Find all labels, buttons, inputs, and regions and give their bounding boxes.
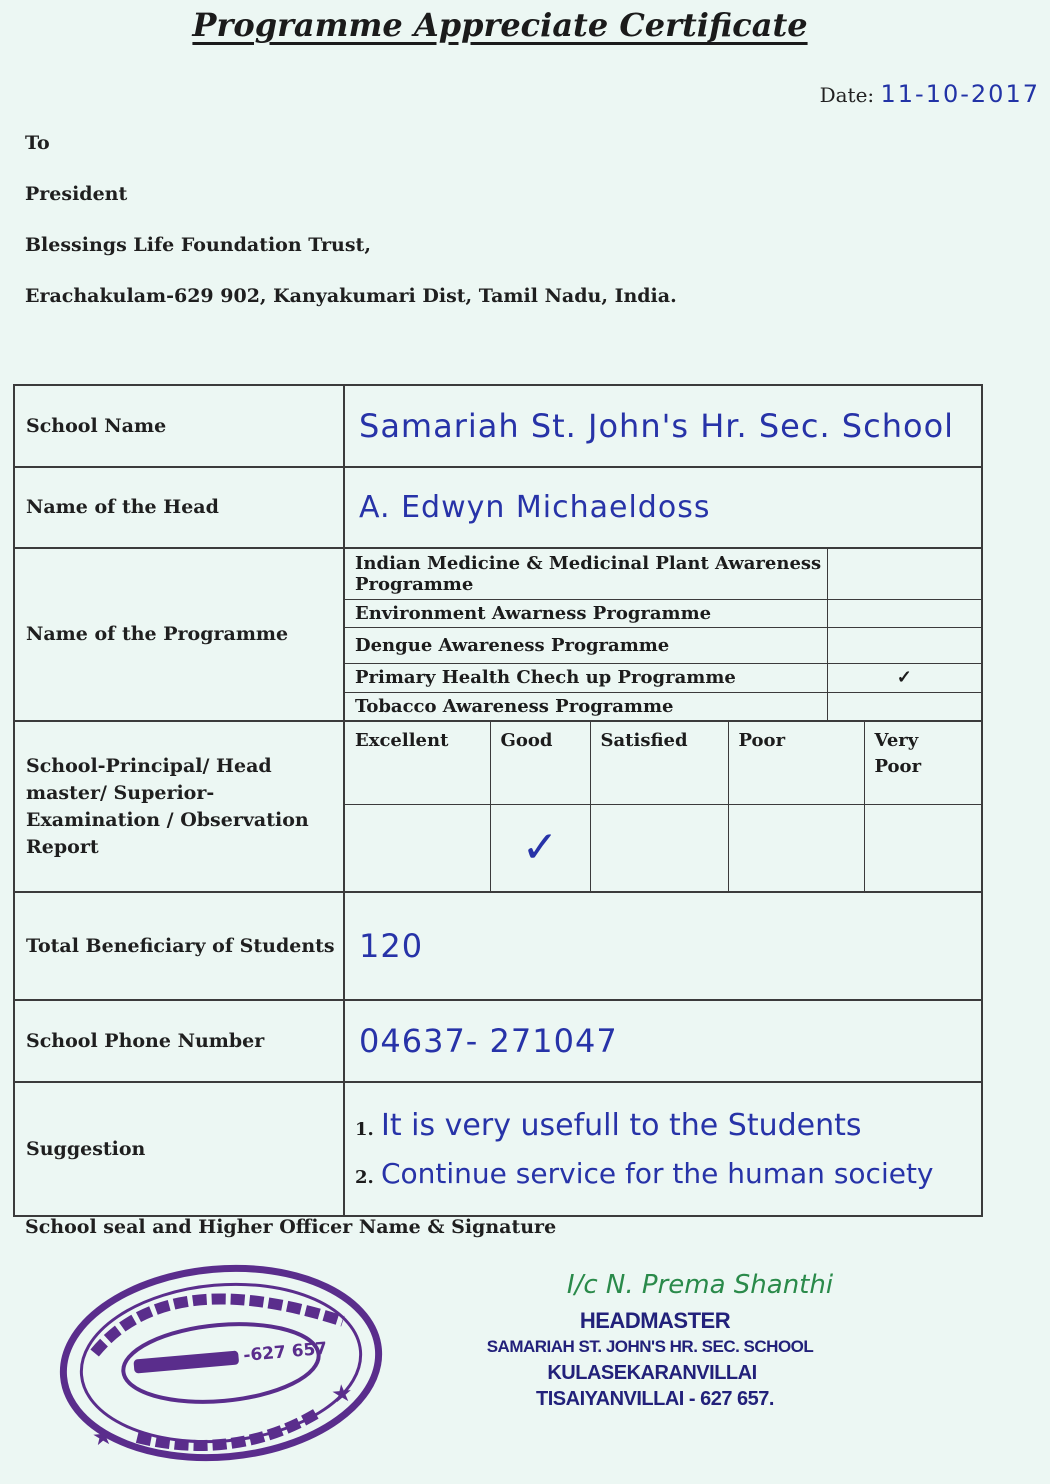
programme-option bbox=[345, 599, 981, 627]
stamp-place1: KULASEKARANVILLAI bbox=[547, 1362, 757, 1384]
stamp-title: HEADMASTER bbox=[579, 1308, 731, 1333]
date-label: Date: bbox=[819, 83, 875, 107]
programme-options bbox=[345, 549, 981, 720]
suggestion-cell bbox=[344, 1082, 982, 1216]
rating-mark-excellent bbox=[345, 804, 490, 891]
programme-option-check bbox=[827, 599, 981, 627]
beneficiary-label: Total Beneficiary of Students bbox=[14, 892, 344, 1000]
stamp-place2: TISAIYANVILLAI - 627 657. bbox=[536, 1388, 774, 1410]
rating-satisfied: Satisfied bbox=[590, 722, 728, 804]
programme-option bbox=[345, 627, 981, 663]
row-head-name bbox=[14, 467, 982, 548]
suggestion-number: 1. bbox=[355, 1119, 374, 1140]
address-recipient: President bbox=[25, 183, 128, 205]
suggestion-item bbox=[355, 1108, 981, 1143]
phone-value: 04637- 271047 bbox=[344, 1000, 982, 1082]
suggestion-item bbox=[355, 1157, 981, 1190]
row-phone bbox=[14, 1000, 982, 1082]
date-value: 11-10-2017 bbox=[880, 80, 1040, 108]
address-location: Erachakulam-629 902, Kanyakumari Dist, Tamil Nadu, India. bbox=[25, 285, 677, 307]
row-programme bbox=[14, 548, 982, 721]
svg-text:★: ★ bbox=[90, 1421, 115, 1452]
seal-caption: School seal and Higher Officer Name & Signature bbox=[25, 1216, 557, 1238]
headmaster-signature-block bbox=[470, 1270, 870, 1412]
school-seal-stamp bbox=[48, 1248, 394, 1478]
date-line bbox=[820, 80, 1040, 108]
svg-text:★: ★ bbox=[329, 1378, 354, 1409]
rating-mark-good: ✓ bbox=[490, 804, 590, 891]
phone-label: School Phone Number bbox=[14, 1000, 344, 1082]
programme-option-name: Primary Health Chech up Programme bbox=[345, 663, 827, 692]
programme-option bbox=[345, 549, 981, 599]
rating-mark-poor bbox=[728, 804, 864, 891]
rating-good: Good bbox=[490, 722, 590, 804]
stamp-school: SAMARIAH ST. JOHN'S HR. SEC. SCHOOL bbox=[486, 1337, 814, 1356]
rating-very-poor: Very Poor bbox=[864, 722, 981, 804]
programme-form-table bbox=[13, 384, 983, 1217]
rating-cell bbox=[344, 721, 982, 892]
rating-poor: Poor bbox=[728, 722, 864, 804]
head-name-label: Name of the Head bbox=[14, 467, 344, 548]
row-observation-report bbox=[14, 721, 982, 892]
seal-icon bbox=[48, 1248, 394, 1478]
school-name-label: School Name bbox=[14, 385, 344, 467]
programme-option-check bbox=[827, 549, 981, 599]
suggestion-label: Suggestion bbox=[14, 1082, 344, 1216]
address-organization: Blessings Life Foundation Trust, bbox=[25, 234, 371, 256]
rating-grid bbox=[345, 722, 981, 891]
suggestion-text: It is very usefull to the Students bbox=[381, 1108, 862, 1143]
row-beneficiary bbox=[14, 892, 982, 1000]
suggestion-text: Continue service for the human society bbox=[381, 1157, 934, 1190]
rating-mark-row bbox=[345, 804, 981, 891]
rating-mark-satisfied bbox=[590, 804, 728, 891]
handwritten-signature: I/c N. Prema Shanthi bbox=[566, 1270, 834, 1300]
rating-mark-very-poor bbox=[864, 804, 981, 891]
rating-header-row bbox=[345, 722, 981, 804]
report-label: School-Principal/ Head master/ Superior-Examination / Observation Report bbox=[14, 721, 344, 892]
address-to: To bbox=[25, 132, 50, 154]
programme-option-check: ✓ bbox=[827, 663, 981, 692]
programme-option-name: Indian Medicine & Medicinal Plant Awareness Programme bbox=[345, 549, 827, 599]
certificate-title: Programme Appreciate Certificate bbox=[192, 6, 808, 44]
programme-option-name: Environment Awarness Programme bbox=[345, 599, 827, 627]
beneficiary-value: 120 bbox=[344, 892, 982, 1000]
programme-option-name: Dengue Awareness Programme bbox=[345, 627, 827, 663]
head-name-value: A. Edwyn Michaeldoss bbox=[344, 467, 982, 548]
programme-option-check bbox=[827, 627, 981, 663]
programme-option bbox=[345, 663, 981, 692]
row-suggestion bbox=[14, 1082, 982, 1216]
rating-excellent: Excellent bbox=[345, 722, 490, 804]
programme-options-cell bbox=[344, 548, 982, 721]
programme-option bbox=[345, 692, 981, 720]
seal-number: -627 657 bbox=[242, 1338, 328, 1366]
row-school-name bbox=[14, 385, 982, 467]
suggestion-number: 2. bbox=[355, 1167, 374, 1188]
programme-option-name: Tobacco Awareness Programme bbox=[345, 692, 827, 720]
programme-option-check bbox=[827, 692, 981, 720]
school-name-value: Samariah St. John's Hr. Sec. School bbox=[344, 385, 982, 467]
programme-label: Name of the Programme bbox=[14, 548, 344, 721]
